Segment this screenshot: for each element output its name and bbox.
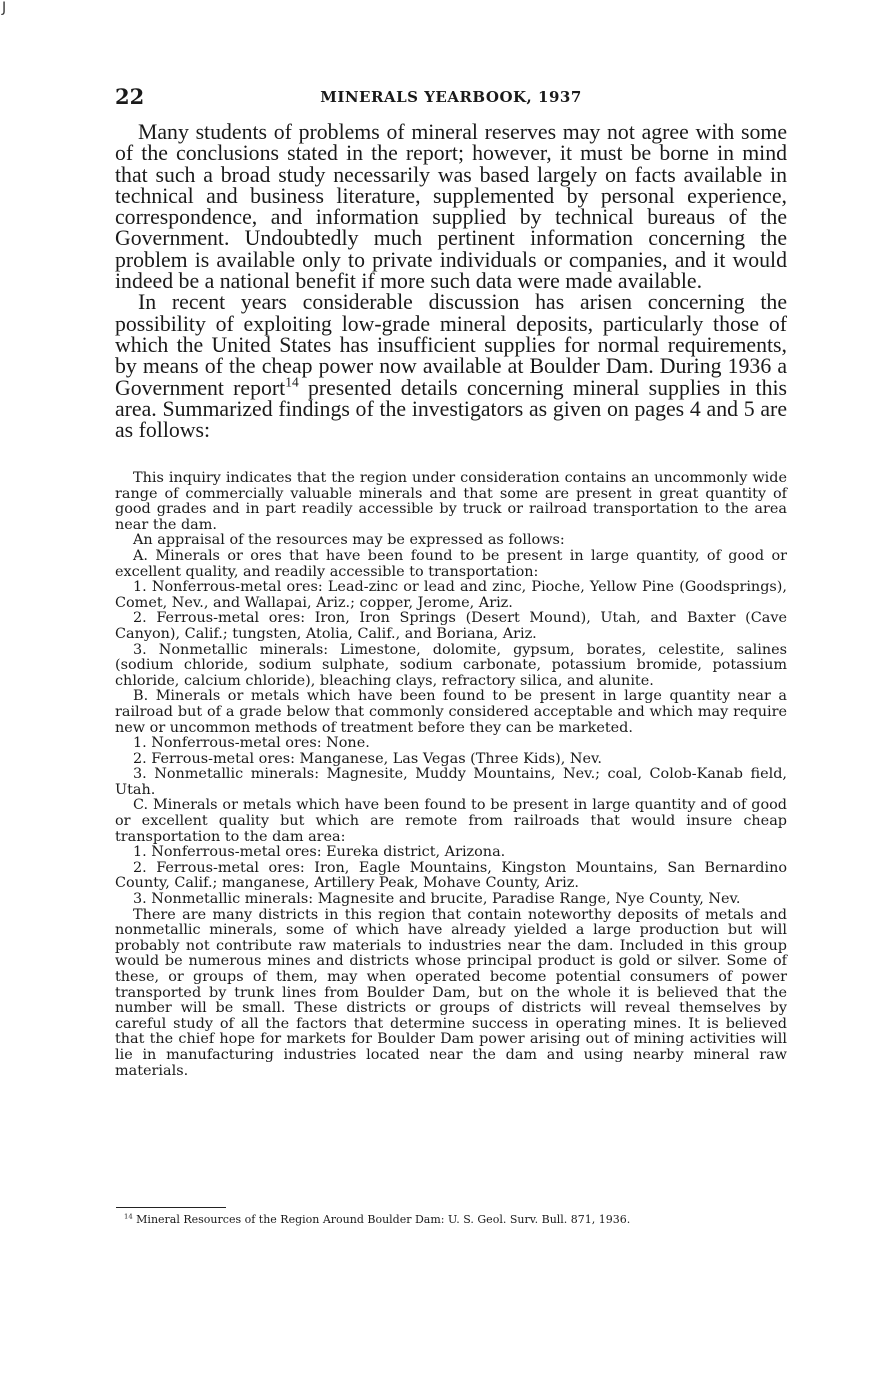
quote-paragraph: An appraisal of the resources may be expressed as follows: [133, 532, 565, 549]
quote-paragraph: 2. Ferrous-metal ores: Iron, Iron Springs (Desert Mound), Utah, and Baxter (Cave Canyon), Calif.; tungsten, Atolia, Calif., and Boriana, Ariz. [115, 610, 787, 642]
page-number: 22 [115, 84, 145, 109]
footnote-reference: 14 [285, 374, 299, 390]
quote-paragraph: 3. Nonmetallic minerals: Magnesite, Muddy Mountains, Nev.; coal, Colob-Kanab field, Utah. [115, 766, 787, 798]
quote-paragraph: There are many districts in this region that contain noteworthy deposits of metals and nonmetallic minerals, some of which have already yielded a large production but will probably not contribute raw materials to industries near the dam. Included in this group would be numerous mines and districts whose principal product is gold or silver. Some of these, or groups of them, may when operated become potential consumers of power transported by trunk lines from Boulder Dam, but on the whole it is believed that the number will be small. These districts or groups of districts will reveal themselves by careful study of all the factors that determine success in operating mines. It is believed that the chief hope for markets for Boulder Dam power arising out of mining activities will lie in manufacturing industries located near the dam and using nearby mineral raw materials. [115, 906, 787, 1079]
quote-paragraph: C. Minerals or metals which have been found to be present in large quantity and of good or excellent quality but which are remote from railroads that would insure cheap transportation to the dam area: [115, 797, 787, 845]
paragraph-mineral-reserves: Many students of problems of mineral reserves may not agree with some of the conclusions stated in the report; however, it must be borne in mind that such a broad study necessarily was based largely on facts available in technical and business literature, supplemented by personal experience, correspondence, and information supplied by technical bureaus of the Government. Undoubtedly much pertinent information concerning the problem is available only to private individuals or companies, and it would indeed be a national benefit if more such data were made available. [115, 120, 787, 294]
footnote-marker: 14 [124, 1212, 133, 1221]
block-quote [115, 471, 787, 1079]
quote-paragraph: 1. Nonferrous-metal ores: None. [133, 735, 370, 752]
paragraph-boulder-dam [115, 292, 787, 441]
quote-paragraph: 1. Nonferrous-metal ores: Eureka district, Arizona. [133, 844, 506, 861]
quote-paragraph: 3. Nonmetallic minerals: Limestone, dolomite, gypsum, borates, celestite, salines (sodium chloride, sodium sulphate, sodium carbonate, potassium bromide, potassium chloride, calcium chloride), bleaching clays, refractory silica, and alunite. [115, 641, 787, 689]
quote-paragraph: 3. Nonmetallic minerals: Magnesite and brucite, Paradise Range, Nye County, Nev. [133, 891, 741, 908]
corner-mark: J [2, 0, 7, 16]
footnote-text: Mineral Resources of the Region Around Boulder Dam: U. S. Geol. Surv. Bull. 871, 1936. [132, 1213, 631, 1226]
paragraph-text: presented details concerning mineral supplies in this area. Summarized findings of the investigators as given on pages 4 and 5 are as follows: [115, 375, 788, 443]
footnote [124, 1213, 784, 1226]
paragraph-text: In recent years considerable discussion has arisen concerning the possibility of exploiting low-grade mineral deposits, particularly those of which the United States has insufficient supplies for normal requirements, by means of the cheap power now available at Boulder Dam. During 1936 a Government report [115, 290, 787, 400]
quote-paragraph: This inquiry indicates that the region under consideration contains an uncommonly wide range of commercially valuable minerals and that some are present in great quantity of good grades and in part readily accessible by truck or railroad transportation to the area near the dam. [115, 470, 787, 533]
quote-paragraph: 2. Ferrous-metal ores: Manganese, Las Vegas (Three Kids), Nev. [133, 750, 602, 767]
quote-paragraph: A. Minerals or ores that have been found to be present in large quantity, of good or excellent quality, and readily accessible to transportation: [115, 547, 787, 580]
page-header [115, 84, 787, 110]
body-text [115, 122, 787, 441]
footnote-divider [116, 1207, 226, 1208]
quote-paragraph: B. Minerals or metals which have been found to be present in large quantity near a railroad but of a grade below that commonly considered acceptable and which may require new or uncommon methods of treatment before they can be marketed. [115, 688, 787, 736]
quote-paragraph: 2. Ferrous-metal ores: Iron, Eagle Mountains, Kingston Mountains, San Bernardino County, Calif.; manganese, Artillery Peak, Mohave County, Ariz. [115, 859, 787, 892]
running-head: MINERALS YEARBOOK, 1937 [320, 88, 582, 106]
quote-paragraph: 1. Nonferrous-metal ores: Lead-zinc or lead and zinc, Pioche, Yellow Pine (Goodsprings), Comet, Nev., and Wallapai, Ariz.; copper, Jerome, Ariz. [115, 579, 787, 611]
